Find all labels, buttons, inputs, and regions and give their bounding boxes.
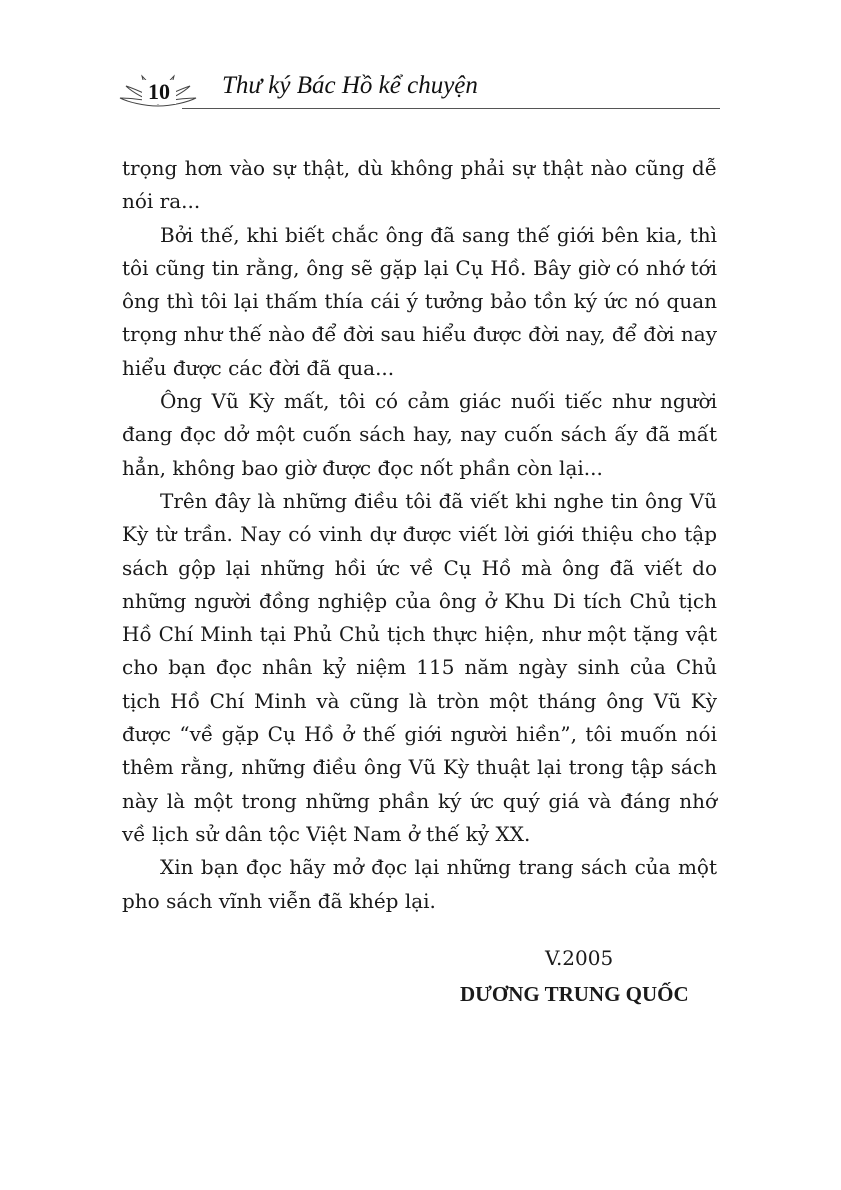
paragraph: Bởi thế, khi biết chắc ông đã sang thế giới bên kia, thì tôi cũng tin rằng, ông sẽ gặp lại Cụ Hồ. Bây giờ có nhớ tới ông thì tôi lại thấm thía cái ý tưởng bảo tồn ký ức nó quan trọng như thế nào để đời sau hiểu được đời nay, để đời nay hiểu được các đời đã qua...	[122, 222, 717, 380]
signature-date: V.2005	[545, 946, 614, 970]
header-rule	[182, 108, 720, 109]
page-number-ornament	[118, 72, 198, 112]
body-text	[122, 152, 717, 918]
running-title: Thư ký Bác Hồ kể chuyện	[222, 72, 478, 99]
paragraph: trọng hơn vào sự thật, dù không phải sự thật nào cũng dễ nói ra...	[122, 156, 717, 214]
paragraph: Ông Vũ Kỳ mất, tôi có cảm giác nuối tiếc như người đang đọc dở một cuốn sách hay, nay cuốn sách ấy đã mất hẳn, không bao giờ được đọc nốt phần còn lại...	[122, 389, 717, 480]
paragraph: Xin bạn đọc hãy mở đọc lại những trang sách của một pho sách vĩnh viễn đã khép lại.	[122, 855, 717, 913]
page-number: 10	[142, 80, 176, 104]
paragraph: Trên đây là những điều tôi đã viết khi nghe tin ông Vũ Kỳ từ trần. Nay có vinh dự được viết lời giới thiệu cho tập sách gộp lại những hồi ức về Cụ Hồ mà ông đã viết do những người đồng nghiệp của ông ở Khu Di tích Chủ tịch Hồ Chí Minh tại Phủ Chủ tịch thực hiện, như một tặng vật cho bạn đọc nhân kỷ niệm 115 năm ngày sinh của Chủ tịch Hồ Chí Minh và cũng là tròn một tháng ông Vũ Kỳ được “về gặp Cụ Hồ ở thế giới người hiền”, tôi muốn nói thêm rằng, những điều ông Vũ Kỳ thuật lại trong tập sách này là một trong những phần ký ức quý giá và đáng nhớ về lịch sử dân tộc Việt Nam ở thế kỷ XX.	[122, 488, 717, 846]
page-header	[118, 68, 720, 114]
signature-author: DƯƠNG TRUNG QUỐC	[460, 982, 689, 1006]
